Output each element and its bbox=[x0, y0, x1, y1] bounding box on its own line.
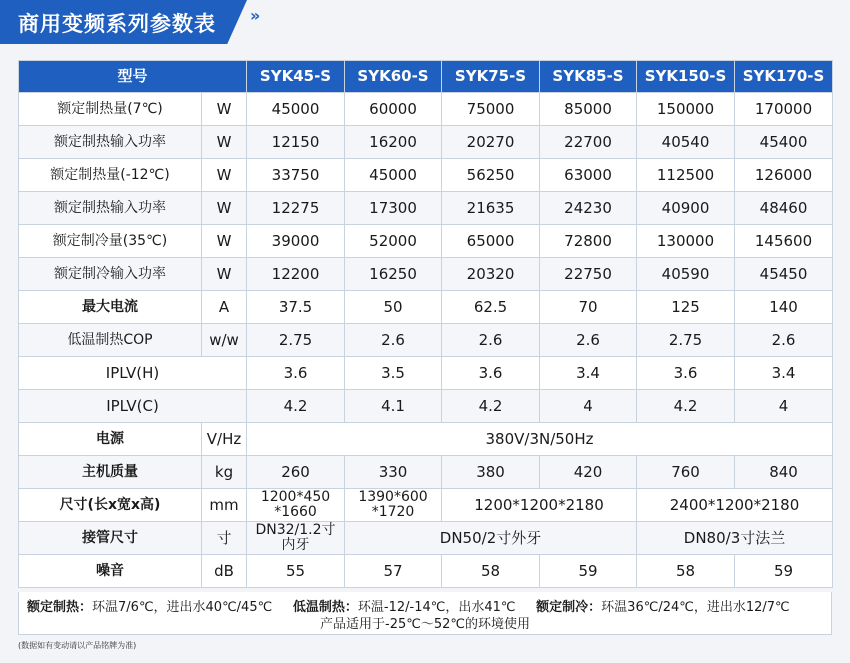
table-cell: 45400 bbox=[735, 126, 833, 159]
table-cell: 3.6 bbox=[247, 357, 345, 390]
row-label: 最大电流 bbox=[19, 291, 202, 324]
note-lowheat-label: 低温制热： bbox=[292, 600, 358, 615]
row-unit: V/Hz bbox=[202, 423, 247, 456]
size-line: *1660 bbox=[274, 504, 317, 520]
table-cell: 57 bbox=[345, 555, 442, 588]
row-label: 主机质量 bbox=[19, 456, 202, 489]
table-cell: DN80/3寸法兰 bbox=[637, 522, 833, 555]
header-model-label: 型号 bbox=[19, 61, 247, 93]
footnotes bbox=[18, 592, 832, 635]
row-unit: W bbox=[202, 126, 247, 159]
table-cell: 45000 bbox=[247, 93, 345, 126]
table-cell: 75000 bbox=[442, 93, 540, 126]
size-line: *1720 bbox=[371, 504, 415, 520]
row-unit: mm bbox=[202, 489, 247, 522]
table-cell: 330 bbox=[345, 456, 442, 489]
row-unit: W bbox=[202, 225, 247, 258]
table-cell: 37.5 bbox=[247, 291, 345, 324]
header-model: SYK150-S bbox=[637, 61, 735, 93]
table-cell: 70 bbox=[540, 291, 637, 324]
size-line: 1390*600 bbox=[358, 489, 428, 505]
table-cell: 420 bbox=[540, 456, 637, 489]
table-cell: 125 bbox=[637, 291, 735, 324]
disclaimer: (数据如有变动请以产品铭牌为准) bbox=[18, 641, 137, 650]
table-cell: 4 bbox=[540, 390, 637, 423]
table-cell: 45450 bbox=[735, 258, 833, 291]
table-row bbox=[19, 522, 833, 555]
table-row bbox=[19, 456, 833, 489]
row-label: IPLV(C) bbox=[19, 390, 247, 423]
pipe-line: 内牙 bbox=[281, 537, 310, 553]
table-cell: 2.6 bbox=[735, 324, 833, 357]
row-unit: W bbox=[202, 258, 247, 291]
row-label: 额定制热输入功率 bbox=[19, 192, 202, 225]
table-cell: 40540 bbox=[637, 126, 735, 159]
row-unit: W bbox=[202, 192, 247, 225]
row-label: 接管尺寸 bbox=[19, 522, 202, 555]
header-model: SYK85-S bbox=[540, 61, 637, 93]
table-row bbox=[19, 324, 833, 357]
table-cell: 4.2 bbox=[637, 390, 735, 423]
table-cell: 58 bbox=[637, 555, 735, 588]
table-cell: 4.1 bbox=[345, 390, 442, 423]
table-cell: 72800 bbox=[540, 225, 637, 258]
table-cell: 4.2 bbox=[442, 390, 540, 423]
row-label: 额定制热量(-12℃) bbox=[19, 159, 202, 192]
table-row bbox=[19, 93, 833, 126]
note-cool-label: 额定制冷： bbox=[536, 600, 602, 615]
page-title: 商用变频系列参数表 bbox=[18, 12, 216, 36]
row-label: 额定制冷输入功率 bbox=[19, 258, 202, 291]
table-cell: 24230 bbox=[540, 192, 637, 225]
table-cell: 56250 bbox=[442, 159, 540, 192]
table-cell: 45000 bbox=[345, 159, 442, 192]
table-cell: 59 bbox=[540, 555, 637, 588]
table-cell: 4 bbox=[735, 390, 833, 423]
table-cell: 52000 bbox=[345, 225, 442, 258]
row-label: 额定制热量(7℃) bbox=[19, 93, 202, 126]
table-cell: 60000 bbox=[345, 93, 442, 126]
table-cell: 40590 bbox=[637, 258, 735, 291]
row-unit: W bbox=[202, 159, 247, 192]
row-label: 噪音 bbox=[19, 555, 202, 588]
row-label: IPLV(H) bbox=[19, 357, 247, 390]
table-cell: 39000 bbox=[247, 225, 345, 258]
table-cell: 16200 bbox=[345, 126, 442, 159]
table-cell: 58 bbox=[442, 555, 540, 588]
table-row bbox=[19, 225, 833, 258]
header-model: SYK170-S bbox=[735, 61, 833, 93]
table-cell: 59 bbox=[735, 555, 833, 588]
table-cell: 170000 bbox=[735, 93, 833, 126]
table-cell: 21635 bbox=[442, 192, 540, 225]
table-cell: 17300 bbox=[345, 192, 442, 225]
table-cell: 2.6 bbox=[345, 324, 442, 357]
table-cell: 260 bbox=[247, 456, 345, 489]
table-cell: DN50/2寸外牙 bbox=[345, 522, 637, 555]
table-cell: 3.5 bbox=[345, 357, 442, 390]
note-heat-text: 环温7/6℃，进出水40℃/45℃ bbox=[92, 600, 273, 615]
table-cell: 22750 bbox=[540, 258, 637, 291]
table-cell: 130000 bbox=[637, 225, 735, 258]
table-cell: 4.2 bbox=[247, 390, 345, 423]
row-unit: W bbox=[202, 93, 247, 126]
chevron-right-icon: » bbox=[250, 6, 261, 25]
table-cell: 22700 bbox=[540, 126, 637, 159]
table-row bbox=[19, 291, 833, 324]
header-model: SYK60-S bbox=[345, 61, 442, 93]
note-cool-text: 环温36℃/24℃，进出水12/7℃ bbox=[601, 600, 790, 615]
row-unit: kg bbox=[202, 456, 247, 489]
table-cell: 126000 bbox=[735, 159, 833, 192]
table-cell: 3.6 bbox=[442, 357, 540, 390]
row-unit: 寸 bbox=[202, 522, 247, 555]
range-note: 产品适用于-25℃～52℃的环境使用 bbox=[320, 617, 530, 632]
table-row bbox=[19, 159, 833, 192]
table-cell: 3.6 bbox=[637, 357, 735, 390]
table-cell: 145600 bbox=[735, 225, 833, 258]
pipe-line: DN32/1.2寸 bbox=[255, 522, 336, 538]
table-cell: 12150 bbox=[247, 126, 345, 159]
table-cell: 3.4 bbox=[540, 357, 637, 390]
row-unit: w/w bbox=[202, 324, 247, 357]
row-unit: A bbox=[202, 291, 247, 324]
table-cell: 63000 bbox=[540, 159, 637, 192]
table-cell: 2.6 bbox=[442, 324, 540, 357]
table-row bbox=[19, 258, 833, 291]
table-row bbox=[19, 126, 833, 159]
row-label: 额定制冷量(35℃) bbox=[19, 225, 202, 258]
table-cell: 1200*1200*2180 bbox=[442, 489, 637, 522]
table-cell: 33750 bbox=[247, 159, 345, 192]
table-cell bbox=[247, 489, 345, 522]
table-row bbox=[19, 489, 833, 522]
table-row bbox=[19, 357, 833, 390]
table-cell: 12275 bbox=[247, 192, 345, 225]
table-cell: 840 bbox=[735, 456, 833, 489]
table-row bbox=[19, 423, 833, 456]
table-cell: 65000 bbox=[442, 225, 540, 258]
table-cell: 2400*1200*2180 bbox=[637, 489, 833, 522]
table-cell: 12200 bbox=[247, 258, 345, 291]
table-cell: 3.4 bbox=[735, 357, 833, 390]
table-cell: 380V/3N/50Hz bbox=[247, 423, 833, 456]
table-cell: 85000 bbox=[540, 93, 637, 126]
table-header-row bbox=[19, 61, 833, 93]
table-cell: 140 bbox=[735, 291, 833, 324]
table-cell: 62.5 bbox=[442, 291, 540, 324]
table-cell: 2.75 bbox=[637, 324, 735, 357]
row-label: 尺寸(长x宽x高) bbox=[19, 489, 202, 522]
table-row bbox=[19, 192, 833, 225]
size-line: 1200*450 bbox=[260, 489, 331, 505]
row-label: 低温制热COP bbox=[19, 324, 202, 357]
table-row bbox=[19, 390, 833, 423]
table-cell: 2.6 bbox=[540, 324, 637, 357]
row-unit: dB bbox=[202, 555, 247, 588]
table-cell: 40900 bbox=[637, 192, 735, 225]
note-lowheat-text: 环温-12/-14℃，出水41℃ bbox=[357, 600, 516, 615]
header-model: SYK45-S bbox=[247, 61, 345, 93]
table-cell: 55 bbox=[247, 555, 345, 588]
row-label: 电源 bbox=[19, 423, 202, 456]
table-cell: 20270 bbox=[442, 126, 540, 159]
table-cell: 16250 bbox=[345, 258, 442, 291]
table-cell: 2.75 bbox=[247, 324, 345, 357]
header-model: SYK75-S bbox=[442, 61, 540, 93]
table-cell bbox=[247, 522, 345, 555]
table-cell: 50 bbox=[345, 291, 442, 324]
table-cell: 380 bbox=[442, 456, 540, 489]
table-cell: 150000 bbox=[637, 93, 735, 126]
table-row bbox=[19, 555, 833, 588]
spec-table bbox=[18, 60, 833, 588]
note-heat-label: 额定制热： bbox=[27, 600, 93, 615]
row-label: 额定制热输入功率 bbox=[19, 126, 202, 159]
table-cell: 760 bbox=[637, 456, 735, 489]
table-cell bbox=[345, 489, 442, 522]
table-cell: 20320 bbox=[442, 258, 540, 291]
table-cell: 48460 bbox=[735, 192, 833, 225]
table-cell: 112500 bbox=[637, 159, 735, 192]
